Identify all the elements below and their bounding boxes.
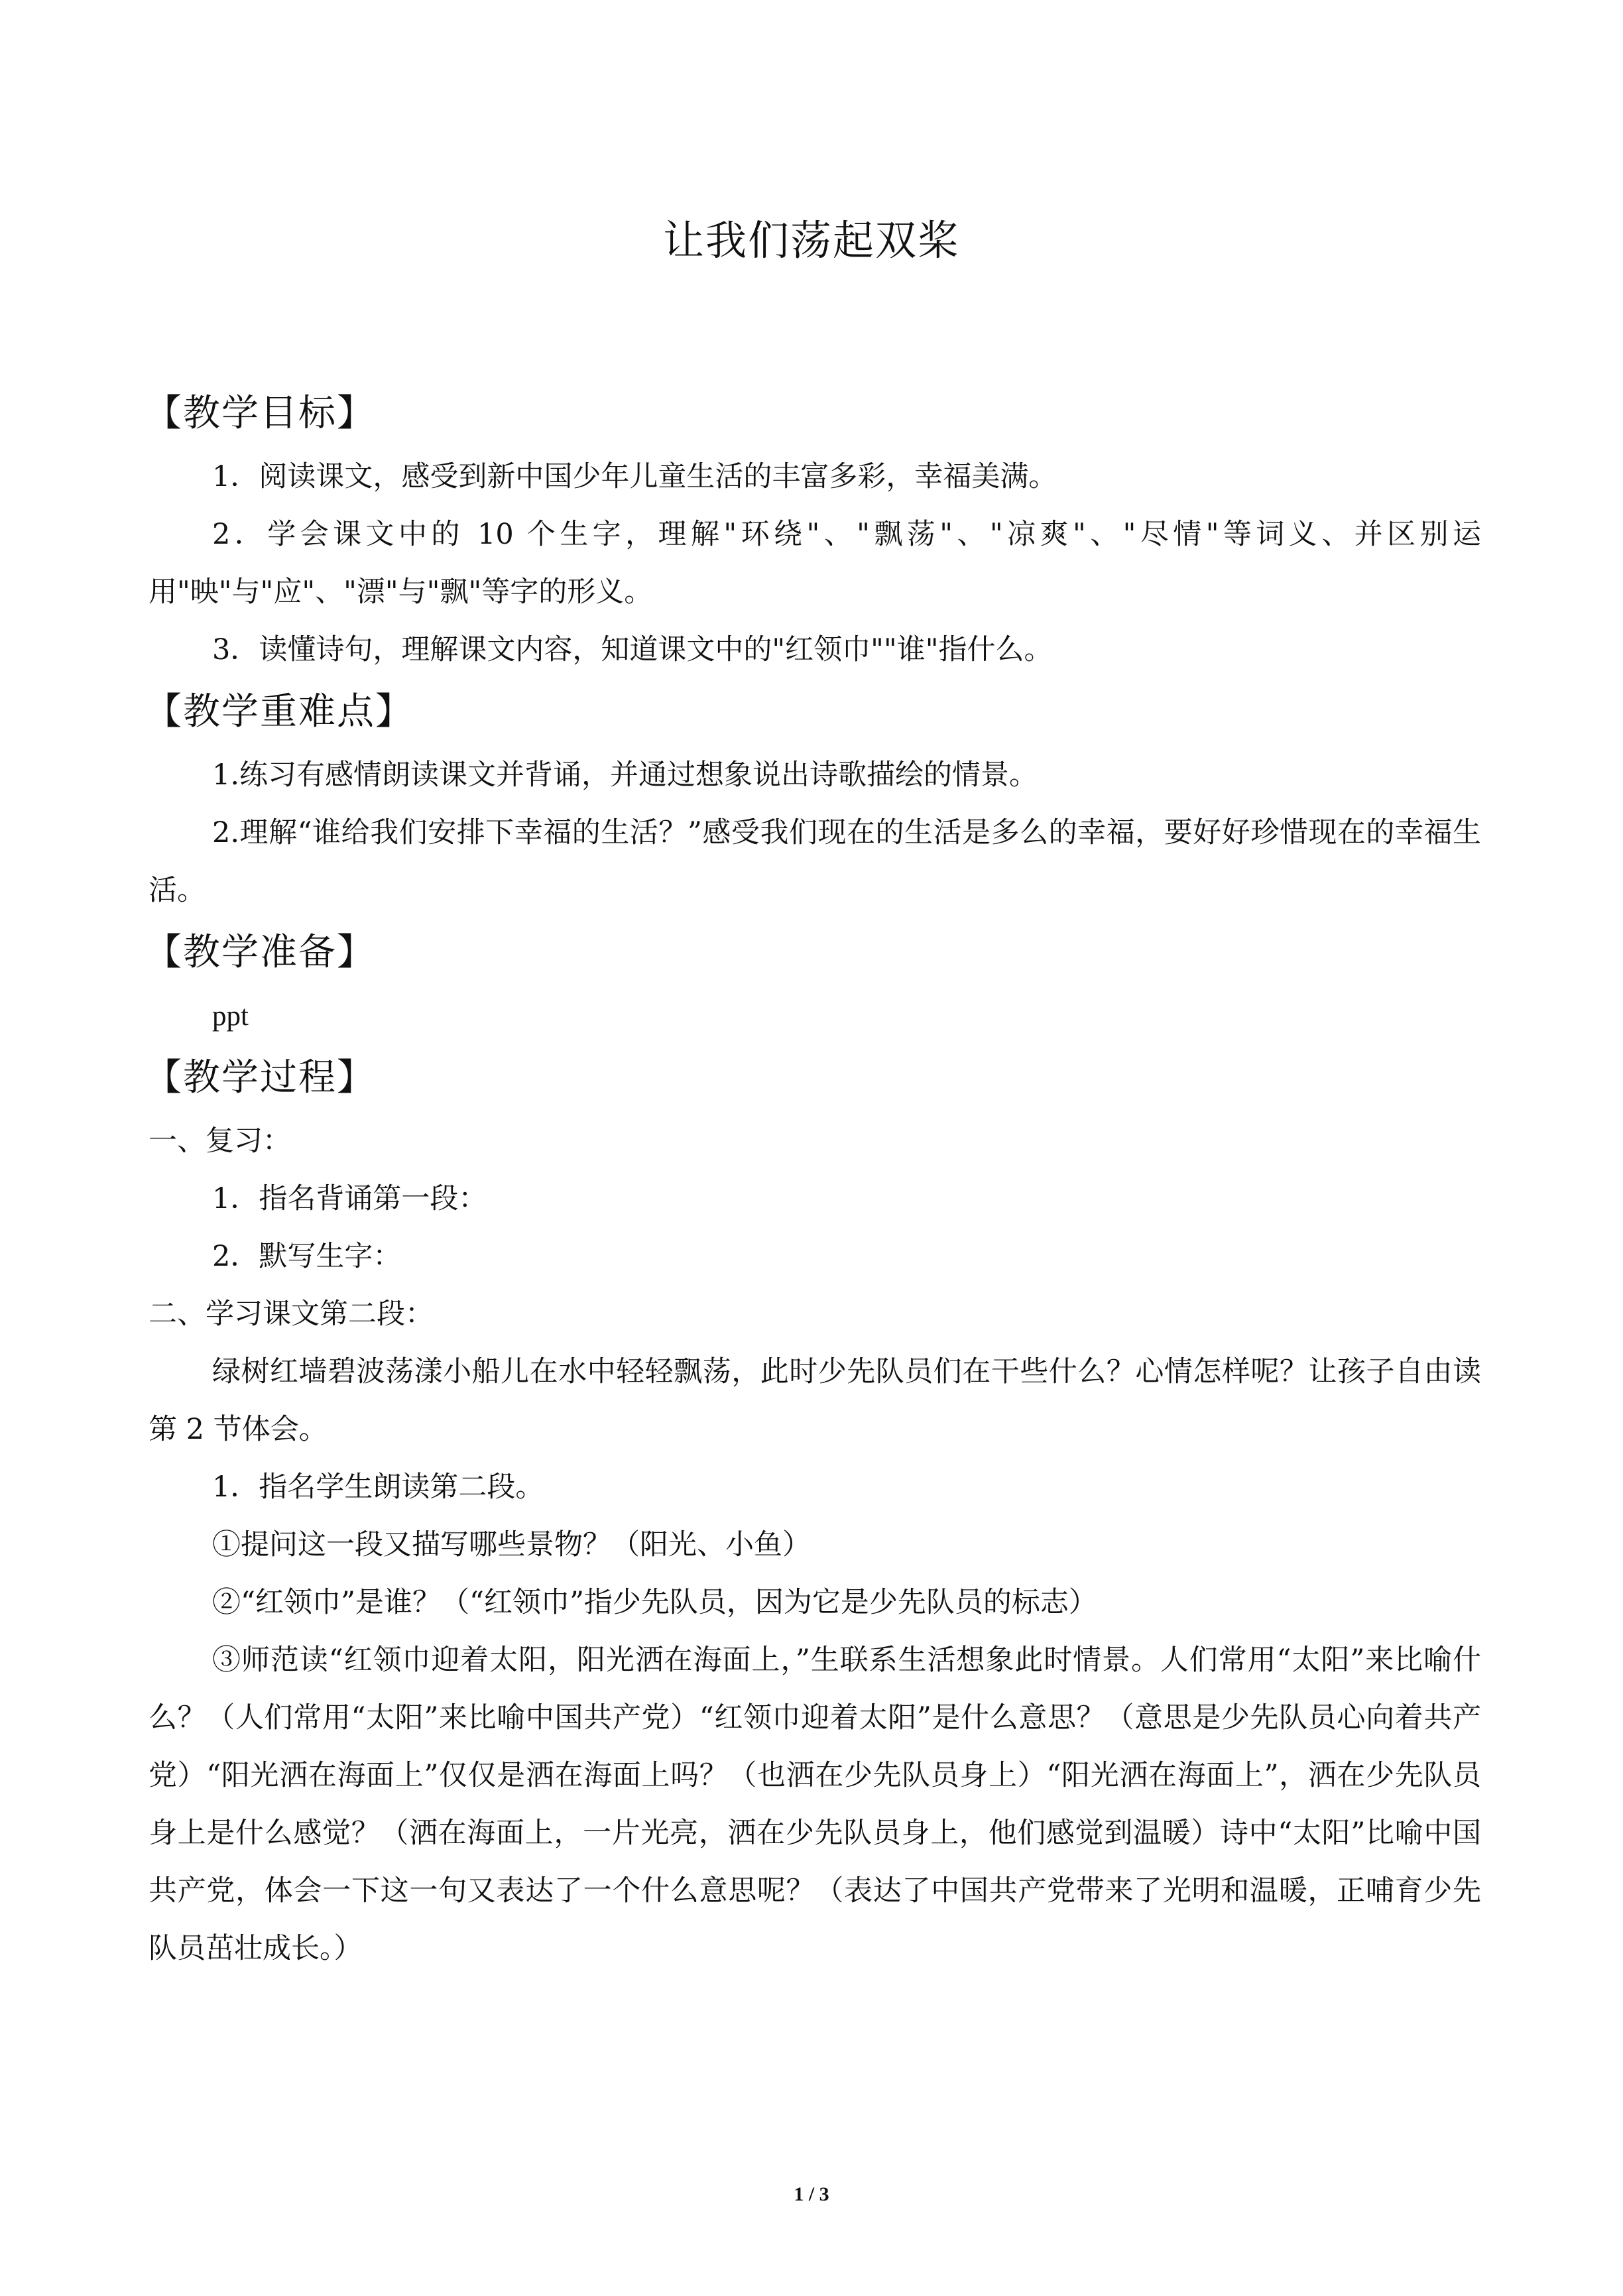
section-heading-key-points: 【教学重难点】 (145, 690, 414, 733)
objective-item-1: 1．阅读课文，感受到新中国少年儿童生活的丰富多彩，幸福美满。 (212, 460, 1057, 493)
page-title: 让我们荡起双桨 (662, 216, 960, 265)
process-part2-title: 二、学习课文第二段： (149, 1298, 434, 1331)
process-review-item-1: 1．指名背诵第一段： (212, 1182, 487, 1215)
objective-item-2: 2．学会课文中的 10 个生字，理解"环绕"、"飘荡"、"凉爽"、"尽情"等词义、并区别运用"映"与"应"、"漂"与"飘"等字的形义。 (149, 518, 1481, 609)
key-point-item-1: 1.练习有感情朗读课文并背诵，并通过想象说出诗歌描绘的情景。 (212, 758, 1038, 792)
process-part2-question-1: ①提问这一段又描写哪些景物？（阳光、小鱼） (212, 1528, 811, 1561)
preparation-text: ppt (212, 1000, 249, 1032)
process-part2-intro: 绿树红墙碧波荡漾小船儿在水中轻轻飘荡，此时少先队员们在干些什么？心情怎样呢？让孩子自由读第 2 节体会。 (149, 1355, 1481, 1446)
section-heading-process: 【教学过程】 (145, 1056, 375, 1099)
objective-item-3: 3．读懂诗句，理解课文内容，知道课文中的"红领巾""谁"指什么。 (212, 633, 1053, 666)
section-heading-preparation: 【教学准备】 (145, 931, 375, 974)
process-part2-step1: 1．指名学生朗读第二段。 (212, 1471, 544, 1504)
document-body (145, 381, 1481, 1978)
key-point-item-2: 2.理解“谁给我们安排下幸福的生活？”感受我们现在的生活是多么的幸福，要好好珍惜现在的幸福生活。 (149, 816, 1481, 907)
process-part2-question-2: ②“红领巾”是谁？（“红领巾”指少先队员，因为它是少先队员的标志） (212, 1586, 1097, 1619)
page-number: 1 / 3 (794, 2183, 829, 2205)
process-part2-question-3: ③师范读“红领巾迎着太阳，阳光洒在海面上，”生联系生活想象此时情景。人们常用“太阳”来比喻什么？（人们常用“太阳”来比喻中国共产党）“红领巾迎着太阳”是什么意思？（意思是少先队员心向着共产党）“阳光洒在海面上”仅仅是洒在海面上吗？（也洒在少先队员身上）“阳光洒在海面上”，洒在少先队员身上是什么感觉？（洒在海面上，一片光亮，洒在少先队员身上，他们感觉到温暖）诗中“太阳”比喻中国共产党，体会一下这一句又表达了一个什么意思呢？（表达了中国共产党带来了光明和温暖，正哺育少先队员茁壮成长。） (149, 1644, 1481, 1965)
process-review-title: 一、复习： (149, 1124, 291, 1158)
section-heading-objectives: 【教学目标】 (145, 392, 375, 435)
process-review-item-2: 2．默写生字： (212, 1240, 402, 1273)
